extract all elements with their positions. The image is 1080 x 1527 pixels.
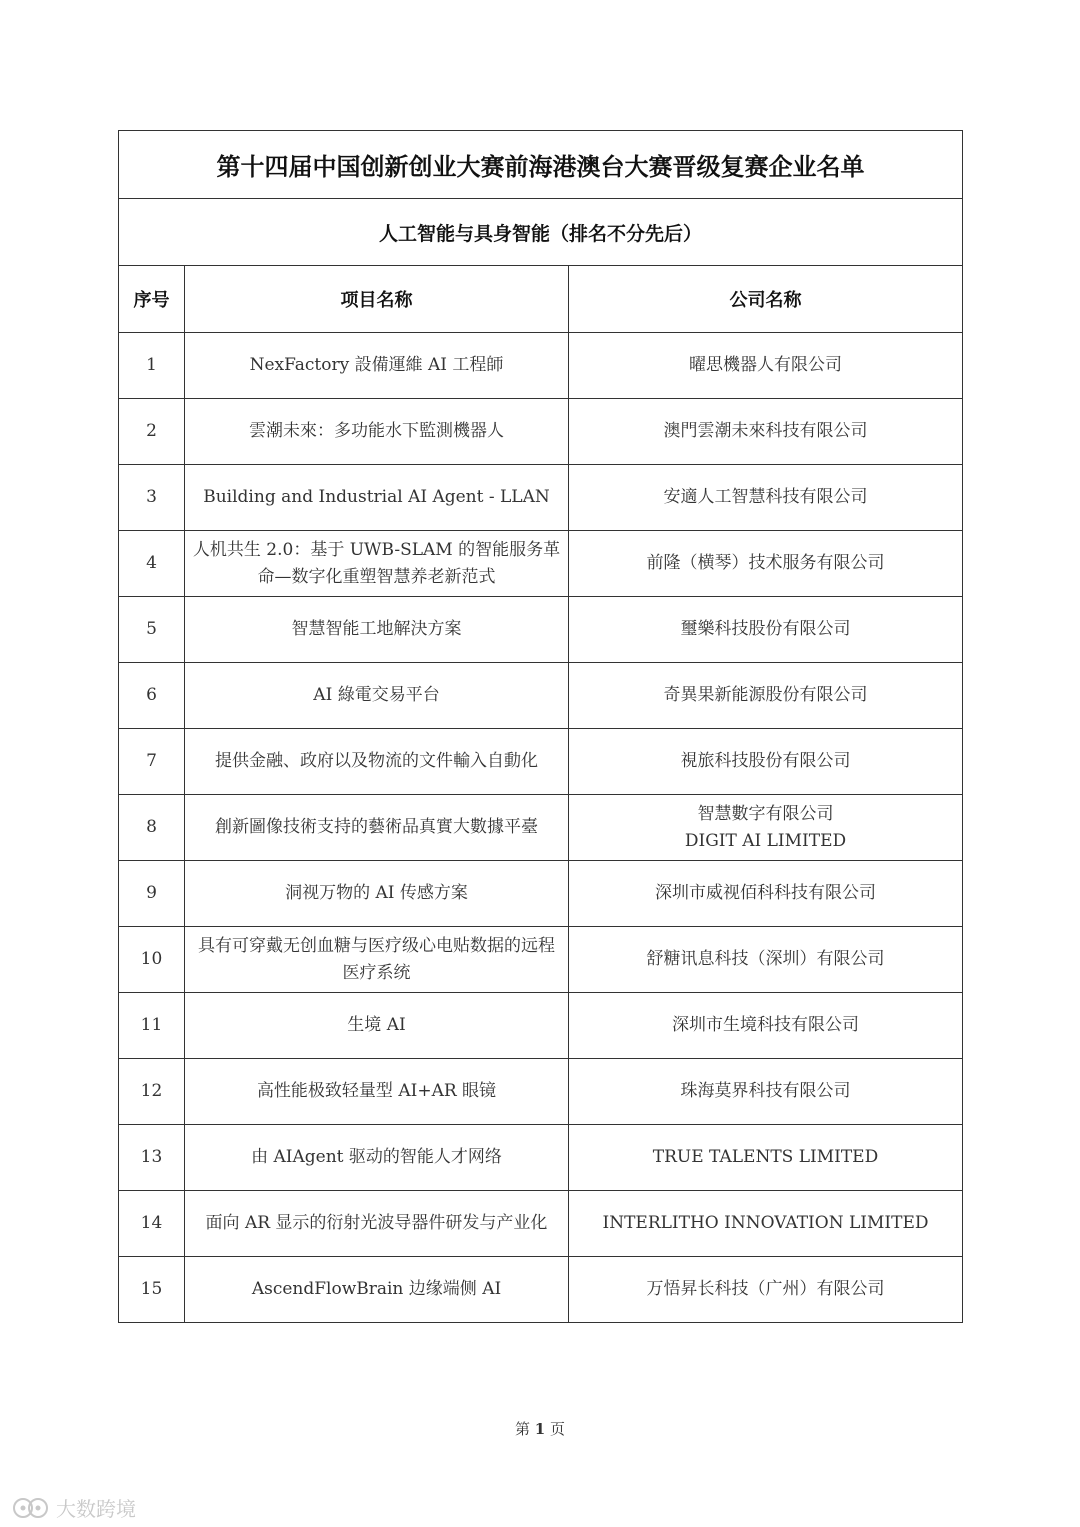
project-name: 人机共生 2.0：基于 UWB-SLAM 的智能服务革命—数字化重塑智慧养老新范式 <box>185 531 569 597</box>
category-subtitle: 人工智能与具身智能（排名不分先后） <box>119 199 963 266</box>
table-row <box>119 1257 963 1323</box>
project-name: 生境 AI <box>185 993 569 1059</box>
table-row <box>119 729 963 795</box>
row-number: 9 <box>119 861 185 927</box>
row-number: 10 <box>119 927 185 993</box>
row-number: 11 <box>119 993 185 1059</box>
document-title: 第十四届中国创新创业大赛前海港澳台大赛晋级复赛企业名单 <box>119 131 963 199</box>
table-row <box>119 531 963 597</box>
table-row <box>119 465 963 531</box>
table-row <box>119 1125 963 1191</box>
project-name: 洞视万物的 AI 传感方案 <box>185 861 569 927</box>
company-cell <box>569 861 963 927</box>
project-name: AI 綠電交易平台 <box>185 663 569 729</box>
project-name: 雲潮未來：多功能水下監測機器人 <box>185 399 569 465</box>
company-cell <box>569 993 963 1059</box>
row-number: 2 <box>119 399 185 465</box>
row-number: 14 <box>119 1191 185 1257</box>
company-cell <box>569 927 963 993</box>
header-row <box>119 266 963 333</box>
header-company: 公司名称 <box>569 266 963 333</box>
page-number: 1 <box>534 1420 546 1438</box>
company-name: 珠海莫界科技有限公司 <box>680 1081 851 1101</box>
table-row <box>119 795 963 861</box>
company-cell <box>569 465 963 531</box>
row-number: 3 <box>119 465 185 531</box>
footer-suffix: 页 <box>550 1420 566 1438</box>
project-name: 由 AIAgent 驱动的智能人才网络 <box>185 1125 569 1191</box>
table-row <box>119 993 963 1059</box>
project-name: 高性能极致轻量型 AI+AR 眼镜 <box>185 1059 569 1125</box>
company-name: TRUE TALENTS LIMITED <box>652 1147 879 1167</box>
title-row <box>119 131 963 199</box>
page-footer <box>0 1418 1080 1439</box>
project-name: 具有可穿戴无创血糖与医疗级心电贴数据的远程医疗系统 <box>185 927 569 993</box>
company-name: 前隆（横琴）技术服务有限公司 <box>646 553 885 573</box>
company-cell <box>569 663 963 729</box>
header-no: 序号 <box>119 266 185 333</box>
company-cell <box>569 333 963 399</box>
table-row <box>119 1191 963 1257</box>
company-cell <box>569 597 963 663</box>
company-cell <box>569 729 963 795</box>
company-name: 智慧數字有限公司 <box>697 803 834 824</box>
row-number: 6 <box>119 663 185 729</box>
row-number: 15 <box>119 1257 185 1323</box>
table-row <box>119 1059 963 1125</box>
company-cell <box>569 531 963 597</box>
company-name: 安適人工智慧科技有限公司 <box>663 487 868 507</box>
project-name: AscendFlowBrain 边缘端侧 AI <box>185 1257 569 1323</box>
project-name: 面向 AR 显示的衍射光波导器件研发与产业化 <box>185 1191 569 1257</box>
table-row <box>119 333 963 399</box>
header-project: 项目名称 <box>185 266 569 333</box>
company-cell <box>569 1257 963 1323</box>
company-cell <box>569 795 963 861</box>
row-number: 13 <box>119 1125 185 1191</box>
company-name: 璽樂科技股份有限公司 <box>680 619 851 639</box>
company-name: 深圳市威视佰科科技有限公司 <box>655 883 876 903</box>
company-cell <box>569 1125 963 1191</box>
brand-logo-icon <box>12 1497 50 1519</box>
company-name: INTERLITHO INNOVATION LIMITED <box>602 1213 929 1233</box>
table-row <box>119 399 963 465</box>
row-number: 12 <box>119 1059 185 1125</box>
company-name: 奇異果新能源股份有限公司 <box>663 685 868 705</box>
subtitle-row <box>119 199 963 266</box>
row-number: 8 <box>119 795 185 861</box>
company-cell <box>569 1059 963 1125</box>
company-name-english: DIGIT AI LIMITED <box>684 830 847 851</box>
row-number: 1 <box>119 333 185 399</box>
company-name: 舒糖讯息科技（深圳）有限公司 <box>646 949 885 969</box>
project-name: 智慧智能工地解決方案 <box>185 597 569 663</box>
company-name: 視旅科技股份有限公司 <box>680 751 851 771</box>
company-name: 曜思機器人有限公司 <box>689 355 842 375</box>
company-name: 深圳市生境科技有限公司 <box>672 1015 859 1035</box>
company-name: 澳門雲潮未來科技有限公司 <box>663 421 868 441</box>
watermark <box>12 1493 136 1522</box>
project-name: 提供金融、政府以及物流的文件輸入自動化 <box>185 729 569 795</box>
company-cell <box>569 399 963 465</box>
table-row <box>119 861 963 927</box>
project-name: Building and Industrial AI Agent - LLAN <box>185 465 569 531</box>
project-name: NexFactory 設備運維 AI 工程師 <box>185 333 569 399</box>
table-row <box>119 927 963 993</box>
row-number: 7 <box>119 729 185 795</box>
company-name: 万悟昇长科技（广州）有限公司 <box>646 1279 885 1299</box>
finalist-table <box>118 130 963 1323</box>
table-row <box>119 597 963 663</box>
table-row <box>119 663 963 729</box>
project-name: 創新圖像技術支持的藝術品真實大數據平臺 <box>185 795 569 861</box>
watermark-text: 大数跨境 <box>56 1497 136 1521</box>
row-number: 4 <box>119 531 185 597</box>
company-cell <box>569 1191 963 1257</box>
row-number: 5 <box>119 597 185 663</box>
footer-prefix: 第 <box>514 1420 530 1438</box>
